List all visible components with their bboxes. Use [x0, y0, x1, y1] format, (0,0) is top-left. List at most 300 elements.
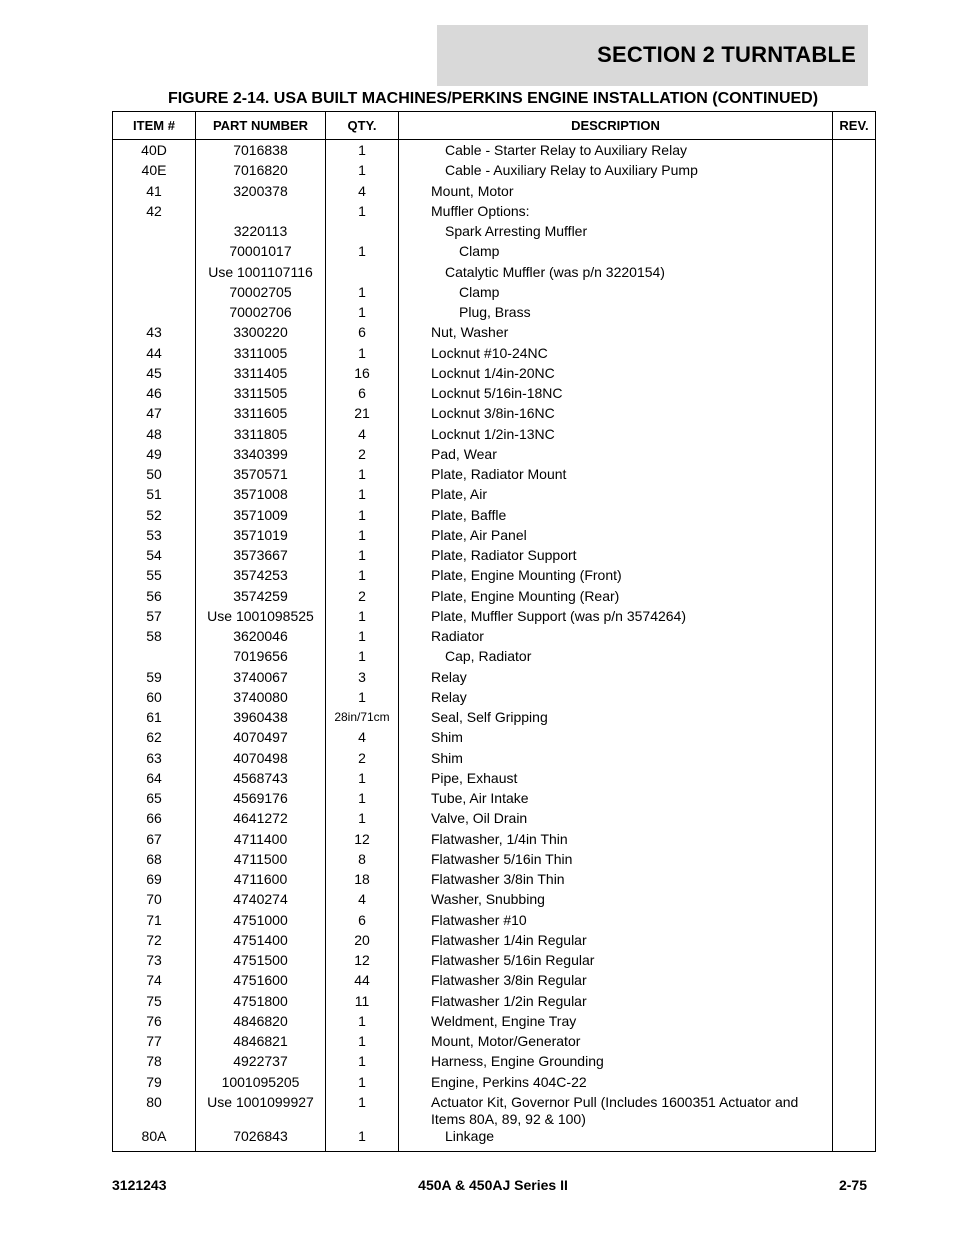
cell-description: Locknut 3/8in-16NC: [399, 405, 833, 425]
cell-part-number: Use 1001099927: [196, 1094, 326, 1128]
cell-item: 79: [113, 1074, 196, 1094]
cell-item: [113, 284, 196, 304]
cell-item: 44: [113, 345, 196, 365]
cell-item: 51: [113, 486, 196, 506]
cell-rev: [833, 466, 876, 486]
cell-part-number: 3571008: [196, 486, 326, 506]
cell-item: 64: [113, 770, 196, 790]
table-row: [113, 932, 876, 952]
cell-qty: 11: [326, 993, 399, 1013]
cell-rev: [833, 324, 876, 344]
cell-rev: [833, 1033, 876, 1053]
cell-qty: 1: [326, 345, 399, 365]
cell-item: [113, 223, 196, 243]
cell-part-number: 4070498: [196, 750, 326, 770]
cell-qty: 28in/71cm: [326, 709, 399, 729]
table-row: [113, 831, 876, 851]
cell-part-number: 4568743: [196, 770, 326, 790]
cell-item: 61: [113, 709, 196, 729]
cell-rev: [833, 871, 876, 891]
cell-item: [113, 304, 196, 324]
cell-description: Flatwasher 5/16in Thin: [399, 851, 833, 871]
table-row: [113, 790, 876, 810]
table-row: [113, 912, 876, 932]
cell-description: Flatwasher 5/16in Regular: [399, 952, 833, 972]
table-row: [113, 183, 876, 203]
table-row: [113, 446, 876, 466]
cell-description: Plate, Radiator Support: [399, 547, 833, 567]
cell-rev: [833, 689, 876, 709]
cell-qty: 1: [326, 567, 399, 587]
cell-description: Harness, Engine Grounding: [399, 1053, 833, 1073]
cell-qty: 21: [326, 405, 399, 425]
cell-description: Clamp: [399, 243, 833, 263]
cell-item: 47: [113, 405, 196, 425]
cell-description: Pipe, Exhaust: [399, 770, 833, 790]
cell-part-number: 4751800: [196, 993, 326, 1013]
table-row: [113, 304, 876, 324]
cell-item: 77: [113, 1033, 196, 1053]
cell-rev: [833, 993, 876, 1013]
cell-part-number: 4711400: [196, 831, 326, 851]
cell-rev: [833, 547, 876, 567]
cell-item: 65: [113, 790, 196, 810]
cell-rev: [833, 608, 876, 628]
table-row: [113, 547, 876, 567]
cell-qty: 1: [326, 1128, 399, 1152]
cell-qty: 1: [326, 648, 399, 668]
cell-description: Washer, Snubbing: [399, 891, 833, 911]
table-row: [113, 365, 876, 385]
cell-description: Locknut #10-24NC: [399, 345, 833, 365]
table-row: [113, 952, 876, 972]
cell-item: 80: [113, 1094, 196, 1128]
cell-part-number: 3573667: [196, 547, 326, 567]
cell-description: Shim: [399, 729, 833, 749]
cell-part-number: Use 1001098525: [196, 608, 326, 628]
cell-description: Spark Arresting Muffler: [399, 223, 833, 243]
cell-item: 66: [113, 810, 196, 830]
cell-description: Flatwasher 1/2in Regular: [399, 993, 833, 1013]
cell-part-number: 3574253: [196, 567, 326, 587]
cell-item: 74: [113, 972, 196, 992]
cell-item: [113, 648, 196, 668]
cell-rev: [833, 162, 876, 182]
cell-description: Cable - Auxiliary Relay to Auxiliary Pump: [399, 162, 833, 182]
cell-part-number: 70002705: [196, 284, 326, 304]
table-row: [113, 588, 876, 608]
cell-rev: [833, 243, 876, 263]
cell-qty: 1: [326, 203, 399, 223]
column-header-rev: REV.: [833, 112, 876, 140]
table-header-row: [113, 112, 876, 140]
parts-table-body: [113, 140, 876, 1152]
cell-description: Plug, Brass: [399, 304, 833, 324]
cell-item: 55: [113, 567, 196, 587]
cell-description: Radiator: [399, 628, 833, 648]
cell-description: Plate, Engine Mounting (Front): [399, 567, 833, 587]
cell-rev: [833, 527, 876, 547]
cell-rev: [833, 1094, 876, 1128]
cell-part-number: 3220113: [196, 223, 326, 243]
table-row: [113, 345, 876, 365]
cell-part-number: 3340399: [196, 446, 326, 466]
cell-description: Seal, Self Gripping: [399, 709, 833, 729]
cell-qty: 1: [326, 162, 399, 182]
cell-part-number: 4922737: [196, 1053, 326, 1073]
cell-rev: [833, 750, 876, 770]
cell-item: [113, 264, 196, 284]
cell-item: 45: [113, 365, 196, 385]
cell-part-number: 3570571: [196, 466, 326, 486]
table-row: [113, 608, 876, 628]
cell-item: 57: [113, 608, 196, 628]
table-row: [113, 527, 876, 547]
cell-item: 76: [113, 1013, 196, 1033]
cell-qty: [326, 264, 399, 284]
footer-page-number: 2-75: [838, 1177, 867, 1193]
cell-part-number: 3311805: [196, 426, 326, 446]
cell-part-number: 70002706: [196, 304, 326, 324]
cell-part-number: 3740080: [196, 689, 326, 709]
cell-part-number: 3960438: [196, 709, 326, 729]
table-row: [113, 486, 876, 506]
cell-item: 54: [113, 547, 196, 567]
table-row: [113, 284, 876, 304]
cell-qty: 1: [326, 243, 399, 263]
table-row: [113, 750, 876, 770]
cell-item: 60: [113, 689, 196, 709]
table-row: [113, 628, 876, 648]
cell-part-number: 4070497: [196, 729, 326, 749]
cell-part-number: 4751000: [196, 912, 326, 932]
cell-part-number: 3200378: [196, 183, 326, 203]
cell-rev: [833, 669, 876, 689]
cell-rev: [833, 648, 876, 668]
cell-part-number: [196, 203, 326, 223]
cell-description: Plate, Engine Mounting (Rear): [399, 588, 833, 608]
cell-qty: 1: [326, 628, 399, 648]
cell-description: Engine, Perkins 404C-22: [399, 1074, 833, 1094]
cell-part-number: 4846820: [196, 1013, 326, 1033]
cell-item: 52: [113, 507, 196, 527]
column-header-item: ITEM #: [113, 112, 196, 140]
cell-part-number: 4846821: [196, 1033, 326, 1053]
cell-description: Relay: [399, 669, 833, 689]
cell-item: 50: [113, 466, 196, 486]
cell-rev: [833, 932, 876, 952]
cell-description: Valve, Oil Drain: [399, 810, 833, 830]
cell-item: 73: [113, 952, 196, 972]
cell-item: 71: [113, 912, 196, 932]
cell-part-number: 4711600: [196, 871, 326, 891]
cell-rev: [833, 486, 876, 506]
cell-description: Locknut 1/2in-13NC: [399, 426, 833, 446]
cell-rev: [833, 405, 876, 425]
cell-rev: [833, 264, 876, 284]
cell-qty: 1: [326, 547, 399, 567]
cell-item: 46: [113, 385, 196, 405]
cell-part-number: 3620046: [196, 628, 326, 648]
cell-item: 70: [113, 891, 196, 911]
cell-part-number: 3311505: [196, 385, 326, 405]
cell-description: Catalytic Muffler (was p/n 3220154): [399, 264, 833, 284]
cell-description: Shim: [399, 750, 833, 770]
cell-part-number: 3571019: [196, 527, 326, 547]
figure-title: FIGURE 2-14. USA BUILT MACHINES/PERKINS ENGINE INSTALLATION (CONTINUED): [167, 90, 819, 107]
cell-qty: 1: [326, 466, 399, 486]
cell-rev: [833, 1128, 876, 1152]
table-row: [113, 1013, 876, 1033]
cell-description: Nut, Washer: [399, 324, 833, 344]
cell-rev: [833, 912, 876, 932]
table-row: [113, 140, 876, 163]
cell-qty: 1: [326, 1013, 399, 1033]
section-title: SECTION 2 TURNTABLE: [597, 42, 856, 67]
cell-rev: [833, 1013, 876, 1033]
cell-item: 72: [113, 932, 196, 952]
cell-qty: 1: [326, 770, 399, 790]
cell-qty: 16: [326, 365, 399, 385]
cell-rev: [833, 365, 876, 385]
cell-qty: 1: [326, 1094, 399, 1128]
cell-description: Plate, Muffler Support (was p/n 3574264): [399, 608, 833, 628]
cell-qty: 2: [326, 446, 399, 466]
cell-item: 43: [113, 324, 196, 344]
cell-rev: [833, 729, 876, 749]
cell-qty: 1: [326, 486, 399, 506]
section-header-box: [437, 25, 868, 86]
cell-qty: 6: [326, 324, 399, 344]
cell-rev: [833, 1074, 876, 1094]
cell-part-number: 4569176: [196, 790, 326, 810]
table-row: [113, 426, 876, 446]
cell-item: 62: [113, 729, 196, 749]
cell-description: Pad, Wear: [399, 446, 833, 466]
cell-description: Flatwasher #10: [399, 912, 833, 932]
column-header-description: DESCRIPTION: [399, 112, 833, 140]
cell-part-number: 4751500: [196, 952, 326, 972]
cell-qty: 1: [326, 140, 399, 163]
cell-rev: [833, 831, 876, 851]
cell-item: [113, 243, 196, 263]
cell-qty: 8: [326, 851, 399, 871]
column-header-part-number: PART NUMBER: [196, 112, 326, 140]
cell-qty: 12: [326, 952, 399, 972]
cell-rev: [833, 770, 876, 790]
table-row: [113, 243, 876, 263]
cell-description: Tube, Air Intake: [399, 790, 833, 810]
cell-rev: [833, 790, 876, 810]
cell-qty: 4: [326, 183, 399, 203]
table-row: [113, 993, 876, 1013]
cell-qty: 4: [326, 891, 399, 911]
cell-rev: [833, 426, 876, 446]
footer-model: 450A & 450AJ Series II: [418, 1177, 568, 1193]
table-row: [113, 567, 876, 587]
table-row: [113, 324, 876, 344]
cell-rev: [833, 446, 876, 466]
cell-item: 75: [113, 993, 196, 1013]
cell-qty: 1: [326, 304, 399, 324]
table-row: [113, 507, 876, 527]
cell-qty: 1: [326, 1074, 399, 1094]
table-row: [113, 223, 876, 243]
cell-description: Relay: [399, 689, 833, 709]
cell-qty: [326, 223, 399, 243]
cell-qty: 1: [326, 1033, 399, 1053]
table-row: [113, 203, 876, 223]
cell-item: 42: [113, 203, 196, 223]
cell-rev: [833, 507, 876, 527]
table-row: [113, 1033, 876, 1053]
cell-qty: 6: [326, 912, 399, 932]
cell-part-number: 7016838: [196, 140, 326, 163]
cell-description: Linkage: [399, 1128, 833, 1152]
table-row: [113, 709, 876, 729]
cell-part-number: 4641272: [196, 810, 326, 830]
cell-part-number: 3571009: [196, 507, 326, 527]
cell-qty: 1: [326, 790, 399, 810]
cell-qty: 4: [326, 426, 399, 446]
table-row: [113, 972, 876, 992]
cell-qty: 1: [326, 507, 399, 527]
cell-description: Actuator Kit, Governor Pull (Includes 1600351 Actuator and Items 80A, 89, 92 & 100): [399, 1094, 833, 1128]
cell-part-number: 3311605: [196, 405, 326, 425]
cell-qty: 1: [326, 689, 399, 709]
cell-rev: [833, 952, 876, 972]
table-row: [113, 851, 876, 871]
cell-description: Flatwasher, 1/4in Thin: [399, 831, 833, 851]
cell-qty: 20: [326, 932, 399, 952]
cell-part-number: 7016820: [196, 162, 326, 182]
table-row: [113, 729, 876, 749]
cell-rev: [833, 972, 876, 992]
cell-description: Plate, Radiator Mount: [399, 466, 833, 486]
cell-item: 58: [113, 628, 196, 648]
cell-qty: 1: [326, 1053, 399, 1073]
cell-description: Plate, Baffle: [399, 507, 833, 527]
table-row: [113, 1074, 876, 1094]
cell-rev: [833, 851, 876, 871]
cell-qty: 4: [326, 729, 399, 749]
cell-part-number: Use 1001107116: [196, 264, 326, 284]
cell-part-number: 70001017: [196, 243, 326, 263]
cell-item: 78: [113, 1053, 196, 1073]
table-row: [113, 810, 876, 830]
cell-description: Flatwasher 3/8in Regular: [399, 972, 833, 992]
table-row: [113, 871, 876, 891]
cell-description: Plate, Air Panel: [399, 527, 833, 547]
cell-part-number: 4751600: [196, 972, 326, 992]
table-row: [113, 466, 876, 486]
table-row: [113, 648, 876, 668]
cell-qty: 2: [326, 750, 399, 770]
cell-qty: 3: [326, 669, 399, 689]
cell-qty: 1: [326, 527, 399, 547]
cell-part-number: 3574259: [196, 588, 326, 608]
cell-description: Flatwasher 3/8in Thin: [399, 871, 833, 891]
cell-rev: [833, 1053, 876, 1073]
table-row: [113, 264, 876, 284]
cell-item: 63: [113, 750, 196, 770]
cell-qty: 6: [326, 385, 399, 405]
table-row: [113, 669, 876, 689]
table-row: [113, 1128, 876, 1152]
cell-rev: [833, 223, 876, 243]
cell-rev: [833, 203, 876, 223]
cell-item: 40E: [113, 162, 196, 182]
table-row: [113, 891, 876, 911]
table-row: [113, 405, 876, 425]
cell-qty: 1: [326, 608, 399, 628]
cell-qty: 44: [326, 972, 399, 992]
cell-part-number: 7019656: [196, 648, 326, 668]
cell-qty: 1: [326, 284, 399, 304]
cell-qty: 12: [326, 831, 399, 851]
cell-item: 68: [113, 851, 196, 871]
cell-description: Locknut 5/16in-18NC: [399, 385, 833, 405]
cell-item: 69: [113, 871, 196, 891]
cell-item: 59: [113, 669, 196, 689]
cell-part-number: 3300220: [196, 324, 326, 344]
cell-description: Muffler Options:: [399, 203, 833, 223]
table-row: [113, 385, 876, 405]
table-row: [113, 162, 876, 182]
cell-part-number: 4711500: [196, 851, 326, 871]
cell-description: Flatwasher 1/4in Regular: [399, 932, 833, 952]
cell-description: Weldment, Engine Tray: [399, 1013, 833, 1033]
cell-item: 40D: [113, 140, 196, 163]
cell-part-number: 3311005: [196, 345, 326, 365]
parts-table: [112, 111, 876, 1152]
cell-part-number: 3311405: [196, 365, 326, 385]
cell-qty: 2: [326, 588, 399, 608]
cell-item: 48: [113, 426, 196, 446]
cell-description: Cap, Radiator: [399, 648, 833, 668]
cell-description: Clamp: [399, 284, 833, 304]
cell-rev: [833, 140, 876, 163]
cell-rev: [833, 385, 876, 405]
cell-rev: [833, 709, 876, 729]
cell-rev: [833, 891, 876, 911]
cell-description: Locknut 1/4in-20NC: [399, 365, 833, 385]
cell-rev: [833, 284, 876, 304]
cell-part-number: 7026843: [196, 1128, 326, 1152]
cell-rev: [833, 567, 876, 587]
cell-part-number: 3740067: [196, 669, 326, 689]
cell-rev: [833, 304, 876, 324]
cell-rev: [833, 628, 876, 648]
column-header-qty: QTY.: [326, 112, 399, 140]
cell-description: Mount, Motor: [399, 183, 833, 203]
table-row: [113, 1094, 876, 1128]
cell-item: 80A: [113, 1128, 196, 1152]
table-row: [113, 689, 876, 709]
cell-item: 56: [113, 588, 196, 608]
cell-item: 49: [113, 446, 196, 466]
cell-item: 53: [113, 527, 196, 547]
footer-document-number: 3121243: [112, 1177, 167, 1193]
cell-part-number: 4740274: [196, 891, 326, 911]
cell-rev: [833, 345, 876, 365]
cell-description: Mount, Motor/Generator: [399, 1033, 833, 1053]
cell-qty: 1: [326, 810, 399, 830]
cell-rev: [833, 183, 876, 203]
cell-description: Plate, Air: [399, 486, 833, 506]
table-row: [113, 770, 876, 790]
cell-rev: [833, 810, 876, 830]
